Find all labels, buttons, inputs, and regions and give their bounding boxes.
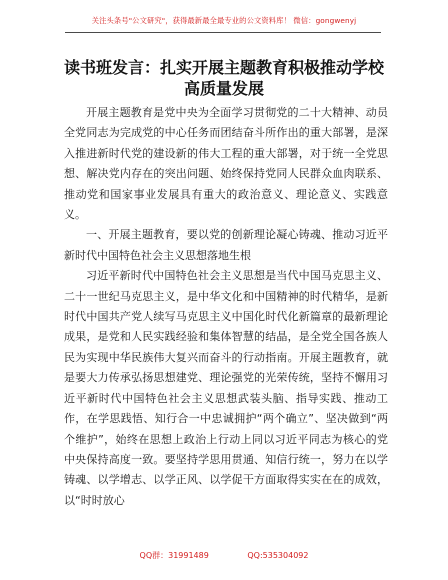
header-note-text: 关注头条号"公文研究"，获得最新最全最专业的公文资料库！ 微信：gongwenyj: [91, 16, 357, 25]
header-note: [0, 10, 448, 28]
header-rule: [65, 32, 381, 33]
footer: [0, 550, 448, 561]
document-title-line-2: 高质量发展: [183, 79, 264, 98]
body-paragraph: 习近平新时代中国特色社会主义思想是当代中国马克思主义、二十一世纪马克思主义，是中华文化和中国精神的时代精华，是新时代中国共产党人续写马克思主义中国化时代化新篇章的最新理论成果，是党和人民实践经验和集体智慧的结晶，是全党全国各族人民为实现中华民族伟大复兴而奋斗的行动指南。开展主题教育，就是要大力传承弘扬思想建党、理论强党的光荣传统，坚持不懈用习近平新时代中国特色社会主义思想武装头脑、指导实践、推动工作，在学思践悟、知行合一中忠诚拥护“两个确立”、坚决做到“两个维护”，始终在思想上政治上行动上同以习近平同志为核心的党中央保持高度一致。要坚持学思用贯通、知信行统一，努力在以学铸魂、以学增志、以学正风、以学促干方面取得实实在在的成效，以“时时放心: [64, 269, 388, 507]
intro-paragraph: 开展主题教育是党中央为全面学习贯彻党的二十大精神、动员全党同志为完成党的中心任务而团结奋斗所作出的重大部署，是深入推进新时代党的建设新的伟大工程的重大部署，对于统一全党思想、解决党内存在的突出问题、始终保持党同人民群众血肉联系、推动党和国家事业发展具有重大的政治意义、理论意义、实践意义。: [64, 106, 388, 222]
footer-qq-group: QQ群：31991489: [139, 551, 209, 560]
section-heading-paragraph: 一、开展主题教育，要以党的创新理论凝心铸魂、推动习近平新时代中国特色社会主义思想落地生根: [64, 228, 388, 262]
footer-qq: QQ:535304092: [247, 551, 309, 560]
document-body: [64, 103, 388, 511]
document-title-line-1: 读书班发言：扎实开展主题教育积极推动学校: [63, 58, 384, 77]
